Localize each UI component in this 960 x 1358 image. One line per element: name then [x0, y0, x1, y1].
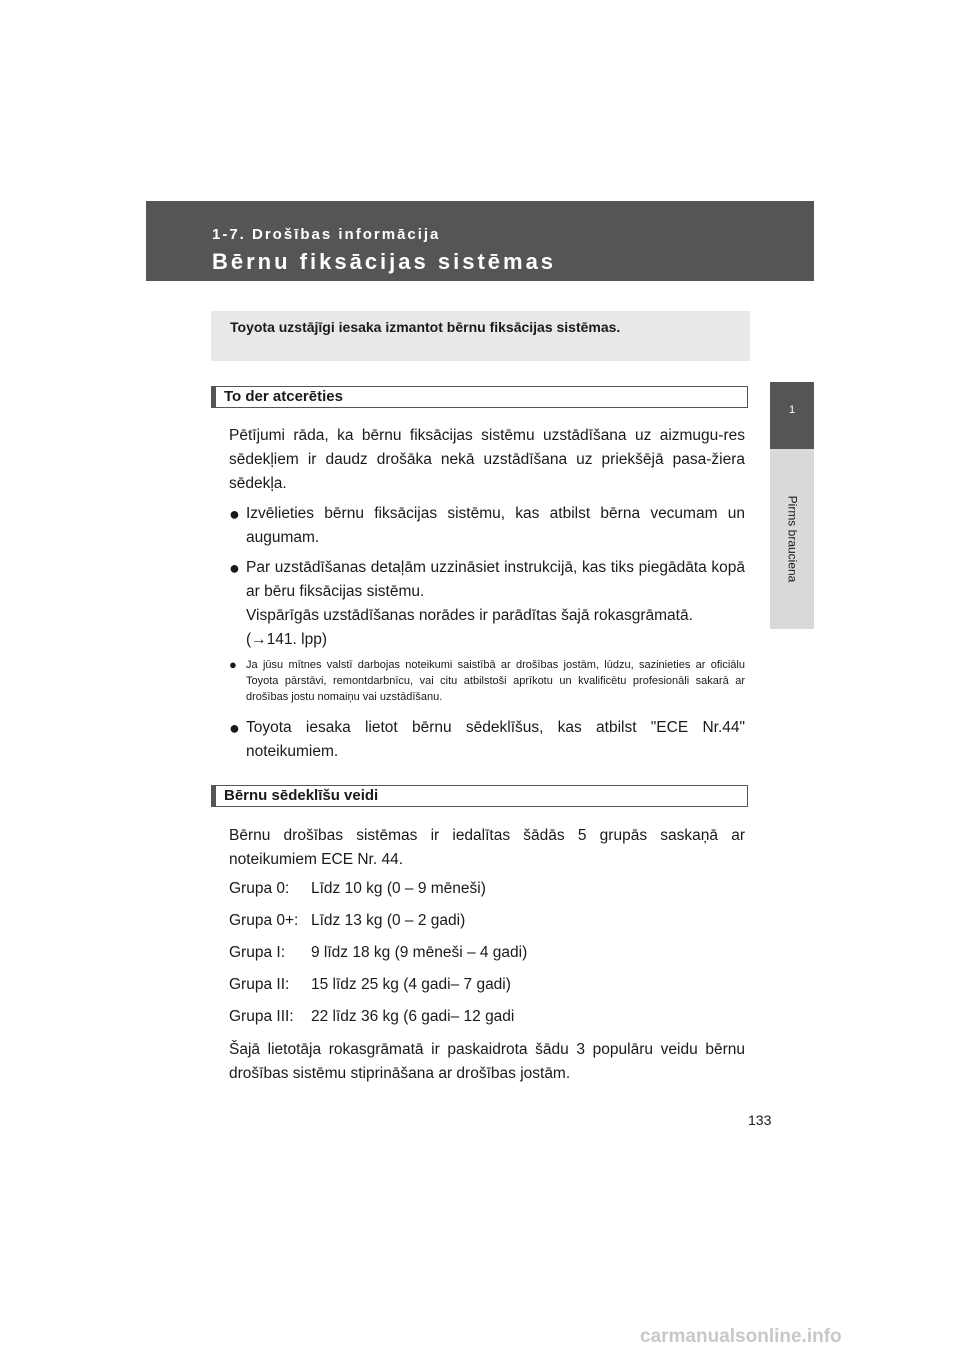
watermark: carmanualsonline.info [640, 1326, 842, 1347]
page-number: 133 [748, 1112, 772, 1128]
list-item-note: ● Ja jūsu mītnes valstī darbojas noteikumi saistībā ar drošības jostām, lūdzu, sazinieties ar oficiālu Toyota pārstāvi, remontdarbnīcu, vai citu atbilstoši aprīkotu un kvalificētu profesionāli sakarā ar drošības jostu nomaiņu vai uzstādīšanu. [229, 657, 745, 703]
paragraph-groups: Bērnu drošības sistēmas ir iedalītas šādās 5 grupās saskaņā ar noteikumiem ECE Nr. 44. [229, 827, 745, 868]
list-item: ● Izvēlieties bērnu fiksācijas sistēmu, kas atbilst bērna vecumam un augumam. [229, 504, 745, 546]
page-reference-link[interactable]: (→141. lpp) [246, 631, 327, 648]
bullet-icon: ● [229, 504, 240, 524]
group-row: Grupa I: 9 līdz 18 kg (9 mēneši – 4 gadi) [229, 944, 528, 961]
page-title: Bērnu fiksācijas sistēmas [212, 249, 557, 274]
group-row: Grupa II: 15 līdz 25 kg (4 gadi– 7 gadi) [229, 976, 511, 993]
section-label: 1-7. Drošības informācija [212, 226, 441, 243]
group-row: Grupa 0+: Līdz 13 kg (0 – 2 gadi) [229, 912, 466, 929]
group-row: Grupa 0: Līdz 10 kg (0 – 9 mēneši) [229, 880, 486, 897]
paragraph-closing: Šajā lietotāja rokasgrāmatā ir paskaidrota šādu 3 populāru veidu bērnu drošības sistēmu stiprināšana ar drošības jostām. [229, 1041, 745, 1082]
chapter-tab-label: Pirms brauciena [785, 495, 800, 583]
subheading-seat-types: Bērnu sēdeklīšu veidi [211, 785, 748, 807]
bullet-icon: ● [229, 657, 237, 672]
subheading-remember: To der atcerēties [211, 386, 748, 408]
group-row: Grupa III: 22 līdz 36 kg (6 gadi– 12 gadi [229, 1008, 515, 1025]
list-item: ● Par uzstādīšanas detaļām uzzināsiet instrukcijā, kas tiks piegādāta kopā ar bēru fiksācijas sistēmu. Vispārīgās uzstādīšanas norādes ir parādītas šajā rokasgrāmatā. (→141. lpp) [229, 556, 745, 652]
intro-text: Toyota uzstājīgi iesaka izmantot bērnu fiksācijas sistēmas. [230, 319, 621, 335]
chapter-number: 1 [788, 404, 796, 416]
list-item: ● Toyota iesaka lietot bērnu sēdeklīšus, kas atbilst "ECE Nr.44" noteikumiem. [229, 718, 745, 760]
paragraph-research: Pētījumi rāda, ka bērnu fiksācijas sistēmu uzstādīšana uz aizmugu-res sēdekļiem ir daudz drošāka nekā uzstādīšana uz priekšējā pasa-žiera sēdekļa. [229, 427, 745, 492]
bullet-icon: ● [229, 718, 240, 738]
bullet-icon: ● [229, 558, 240, 578]
